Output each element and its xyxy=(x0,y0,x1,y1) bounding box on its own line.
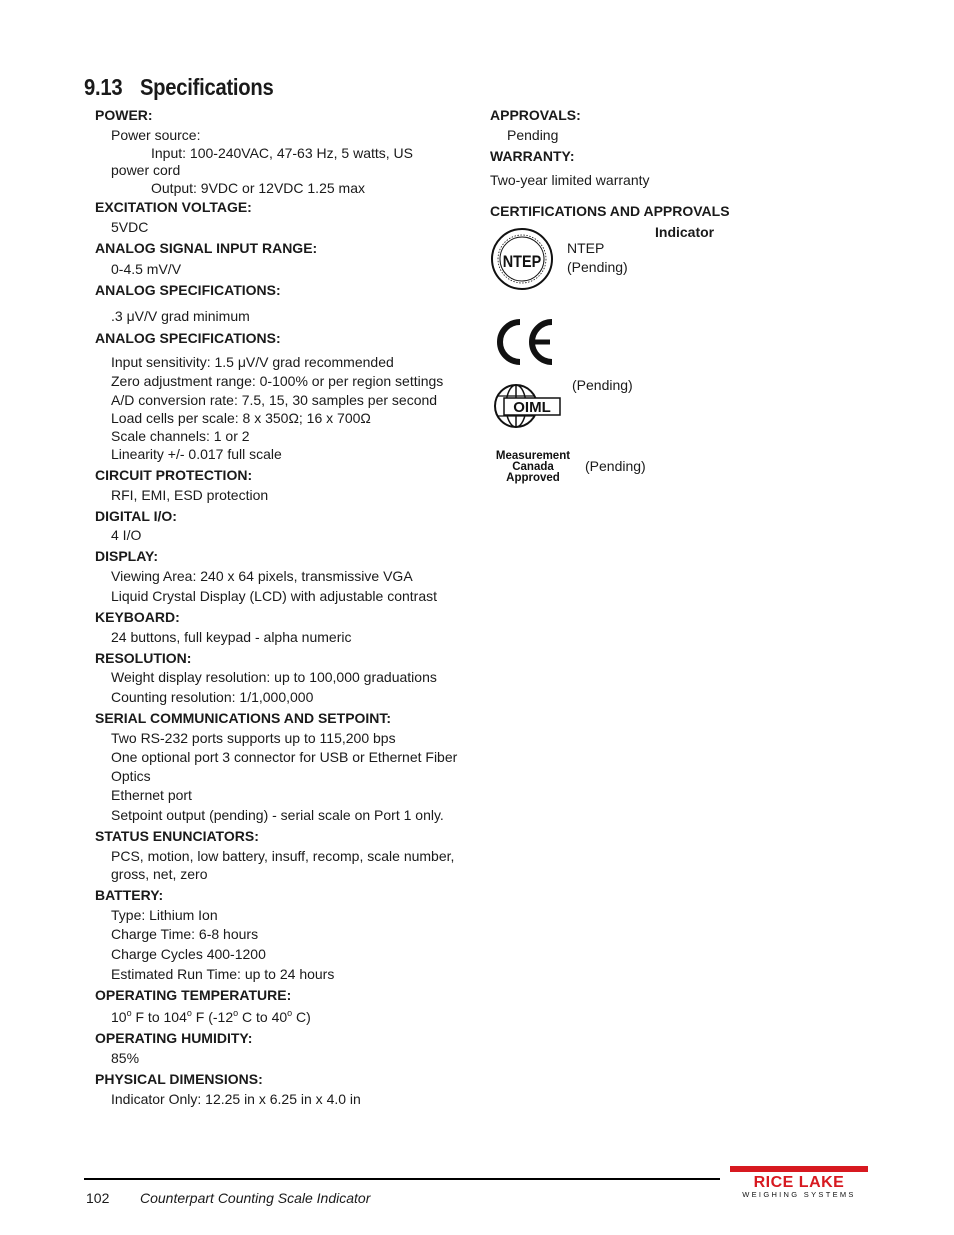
ntep-status: (Pending) xyxy=(567,259,628,275)
resolution-heading: RESOLUTION: xyxy=(95,650,192,666)
battery-heading: BATTERY: xyxy=(95,887,164,903)
temp-part: F (-12 xyxy=(191,1009,234,1025)
analog-spec-line: Scale channels: 1 or 2 xyxy=(111,428,250,444)
serial-line: Ethernet port xyxy=(111,787,192,803)
serial-line: Optics xyxy=(111,768,151,784)
dimensions-value: Indicator Only: 12.25 in x 6.25 in x 4.0 in xyxy=(111,1091,361,1107)
analog-spec-heading-2: ANALOG SPECIFICATIONS: xyxy=(95,330,281,346)
digital-io-value: 4 I/O xyxy=(111,527,142,543)
digital-io-heading: DIGITAL I/O: xyxy=(95,508,177,524)
humidity-value: 85% xyxy=(111,1050,140,1066)
resolution-line: Weight display resolution: up to 100,000 graduations xyxy=(111,669,437,685)
analog-range-heading: ANALOG SIGNAL INPUT RANGE: xyxy=(95,240,318,256)
dimensions-heading: PHYSICAL DIMENSIONS: xyxy=(95,1071,263,1087)
humidity-heading: OPERATING HUMIDITY: xyxy=(95,1030,253,1046)
keyboard-heading: KEYBOARD: xyxy=(95,609,180,625)
ntep-seal-text: NTEP xyxy=(502,252,542,272)
section-title: Specifications xyxy=(139,74,274,100)
battery-line: Charge Cycles 400-1200 xyxy=(111,946,266,962)
section-heading xyxy=(84,74,273,101)
temp-part: F to 104 xyxy=(131,1009,187,1025)
approvals-heading: APPROVALS: xyxy=(490,107,581,123)
power-input-cont: power cord xyxy=(111,162,181,178)
rice-lake-logo-icon xyxy=(730,1166,868,1198)
degree-sup: o xyxy=(186,1008,192,1018)
battery-line: Estimated Run Time: up to 24 hours xyxy=(111,966,335,982)
ntep-label: NTEP xyxy=(567,240,605,256)
serial-line: Setpoint output (pending) - serial scale on Port 1 only. xyxy=(111,807,444,823)
analog-spec-line: Load cells per scale: 8 x 350Ω; 16 x 700Ω xyxy=(111,410,371,426)
degree-sup: o xyxy=(126,1008,132,1018)
footer-rule xyxy=(84,1178,720,1180)
certifications-heading: CERTIFICATIONS AND APPROVALS xyxy=(490,203,730,219)
keyboard-value: 24 buttons, full keypad - alpha numeric xyxy=(111,629,352,645)
analog-spec-line: Linearity +/- 0.017 full scale xyxy=(111,446,282,462)
warranty-value: Two-year limited warranty xyxy=(490,172,650,188)
mca-line: Approved xyxy=(506,472,560,484)
indicator-label: Indicator xyxy=(655,224,715,240)
warranty-heading: WARRANTY: xyxy=(490,148,575,164)
degree-sup: o xyxy=(287,1008,293,1018)
analog-spec-line: Zero adjustment range: 0-100% or per region settings xyxy=(111,373,444,389)
mca-line: Canada xyxy=(512,461,554,473)
serial-heading: SERIAL COMMUNICATIONS AND SETPOINT: xyxy=(95,710,392,726)
oiml-status: (Pending) xyxy=(572,377,633,393)
excitation-value: 5VDC xyxy=(111,219,149,235)
analog-range-value: 0-4.5 mV/V xyxy=(111,261,182,277)
temp-part: C) xyxy=(292,1009,311,1025)
display-heading: DISPLAY: xyxy=(95,548,159,564)
serial-line: One optional port 3 connector for USB or Ethernet Fiber xyxy=(111,749,458,765)
battery-line: Type: Lithium Ion xyxy=(111,907,218,923)
serial-line: Two RS-232 ports supports up to 115,200 bps xyxy=(111,730,396,746)
analog-spec-value-1: .3 μV/V grad minimum xyxy=(111,308,250,324)
section-number: 9.13 xyxy=(84,74,123,100)
circuit-value: RFI, EMI, ESD protection xyxy=(111,487,269,503)
logo-line-2: WEIGHING SYSTEMS xyxy=(742,1190,856,1198)
ntep-seal-icon xyxy=(490,227,554,291)
analog-spec-heading-1: ANALOG SPECIFICATIONS: xyxy=(95,282,281,298)
temperature-value xyxy=(111,1009,311,1025)
temp-part: 10 xyxy=(111,1009,127,1025)
status-line: gross, net, zero xyxy=(111,866,208,882)
display-line: Viewing Area: 240 x 64 pixels, transmissive VGA xyxy=(111,568,413,584)
temp-part: C to 40 xyxy=(238,1009,288,1025)
ce-mark-icon xyxy=(492,316,558,368)
power-source-label: Power source: xyxy=(111,127,201,143)
logo-bar xyxy=(730,1166,868,1172)
page-number: 102 xyxy=(86,1190,110,1206)
approvals-value: Pending xyxy=(507,127,559,143)
analog-spec-line: Input sensitivity: 1.5 μV/V grad recommended xyxy=(111,354,394,370)
circuit-heading: CIRCUIT PROTECTION: xyxy=(95,467,253,483)
temperature-heading: OPERATING TEMPERATURE: xyxy=(95,987,292,1003)
mca-status: (Pending) xyxy=(585,458,646,474)
battery-line: Charge Time: 6-8 hours xyxy=(111,926,259,942)
degree-sup: o xyxy=(233,1008,239,1018)
excitation-heading: EXCITATION VOLTAGE: xyxy=(95,199,252,215)
status-heading: STATUS ENUNCIATORS: xyxy=(95,828,259,844)
power-output-line: Output: 9VDC or 12VDC 1.25 max xyxy=(151,180,365,196)
document-title: Counterpart Counting Scale Indicator xyxy=(140,1190,371,1206)
resolution-line: Counting resolution: 1/1,000,000 xyxy=(111,689,314,705)
oiml-text: OIML xyxy=(513,399,551,416)
display-line: Liquid Crystal Display (LCD) with adjustable contrast xyxy=(111,588,438,604)
oiml-logo-icon xyxy=(492,382,564,430)
power-heading: POWER: xyxy=(95,107,153,123)
power-input-line: Input: 100-240VAC, 47-63 Hz, 5 watts, US xyxy=(151,145,413,161)
logo-line-1: RICE LAKE xyxy=(753,1174,845,1191)
measurement-canada-logo-icon xyxy=(492,448,576,486)
mca-line: Measurement xyxy=(495,450,571,462)
status-line: PCS, motion, low battery, insuff, recomp, scale number, xyxy=(111,848,455,864)
analog-spec-line: A/D conversion rate: 7.5, 15, 30 samples per second xyxy=(111,392,438,408)
